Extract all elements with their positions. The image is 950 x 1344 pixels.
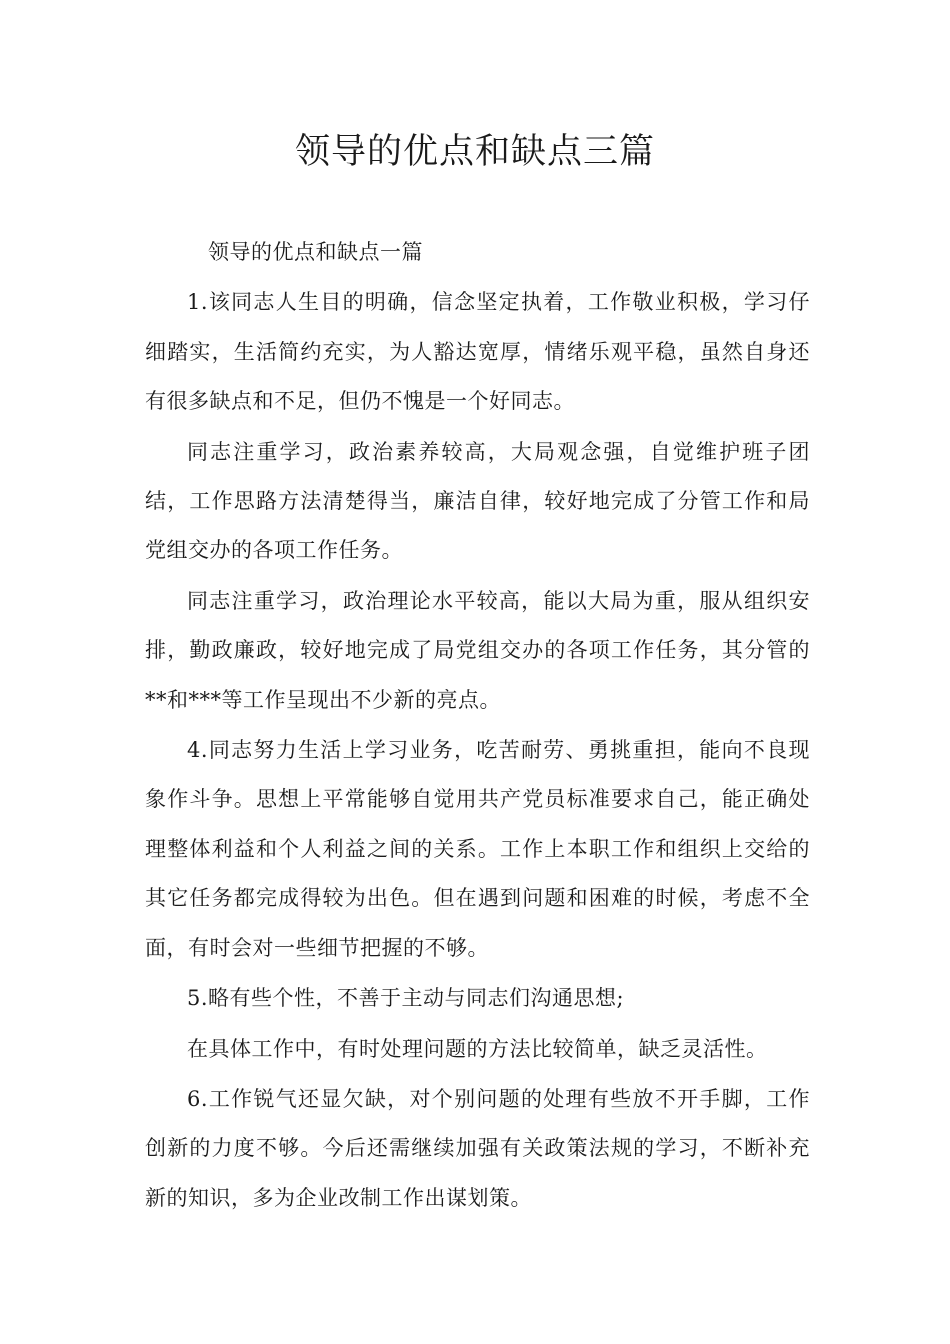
- paragraph-7: 6.工作锐气还显欠缺，对个别问题的处理有些放不开手脚，工作创新的力度不够。今后还需继续加强有关政策法规的学习，不断补充新的知识，多为企业改制工作出谋划策。: [145, 1086, 810, 1210]
- paragraph-3: 同志注重学习，政治理论水平较高，能以大局为重，服从组织安排，勤政廉政，较好地完成了局党组交办的各项工作任务，其分管的**和***等工作呈现出不少新的亮点。: [145, 588, 810, 712]
- paragraph-2: 同志注重学习，政治素养较高，大局观念强，自觉维护班子团结，工作思路方法清楚得当，廉洁自律，较好地完成了分管工作和局党组交办的各项工作任务。: [145, 439, 810, 563]
- section-subtitle: 领导的优点和缺点一篇: [208, 240, 423, 264]
- document-body: [145, 228, 810, 1224]
- paragraph-1: 1.该同志人生目的明确，信念坚定执着，工作敬业积极，学习仔细踏实，生活简约充实，为人豁达宽厚，情绪乐观平稳，虽然自身还有很多缺点和不足，但仍不愧是一个好同志。: [145, 290, 810, 414]
- paragraph-6: 在具体工作中，有时处理问题的方法比较简单，缺乏灵活性。: [187, 1036, 768, 1061]
- paragraph-5: 5.略有些个性，不善于主动与同志们沟通思想;: [187, 986, 625, 1011]
- document-title: 领导的优点和缺点三篇: [294, 132, 655, 172]
- paragraph-4: 4.同志努力生活上学习业务，吃苦耐劳、勇挑重担，能向不良现象作斗争。思想上平常能够自觉用共产党员标准要求自己，能正确处理整体利益和个人利益之间的关系。工作上本职工作和组织上交给的其它任务都完成得较为出色。但在遇到问题和困难的时候，考虑不全面，有时会对一些细节把握的不够。: [145, 738, 810, 960]
